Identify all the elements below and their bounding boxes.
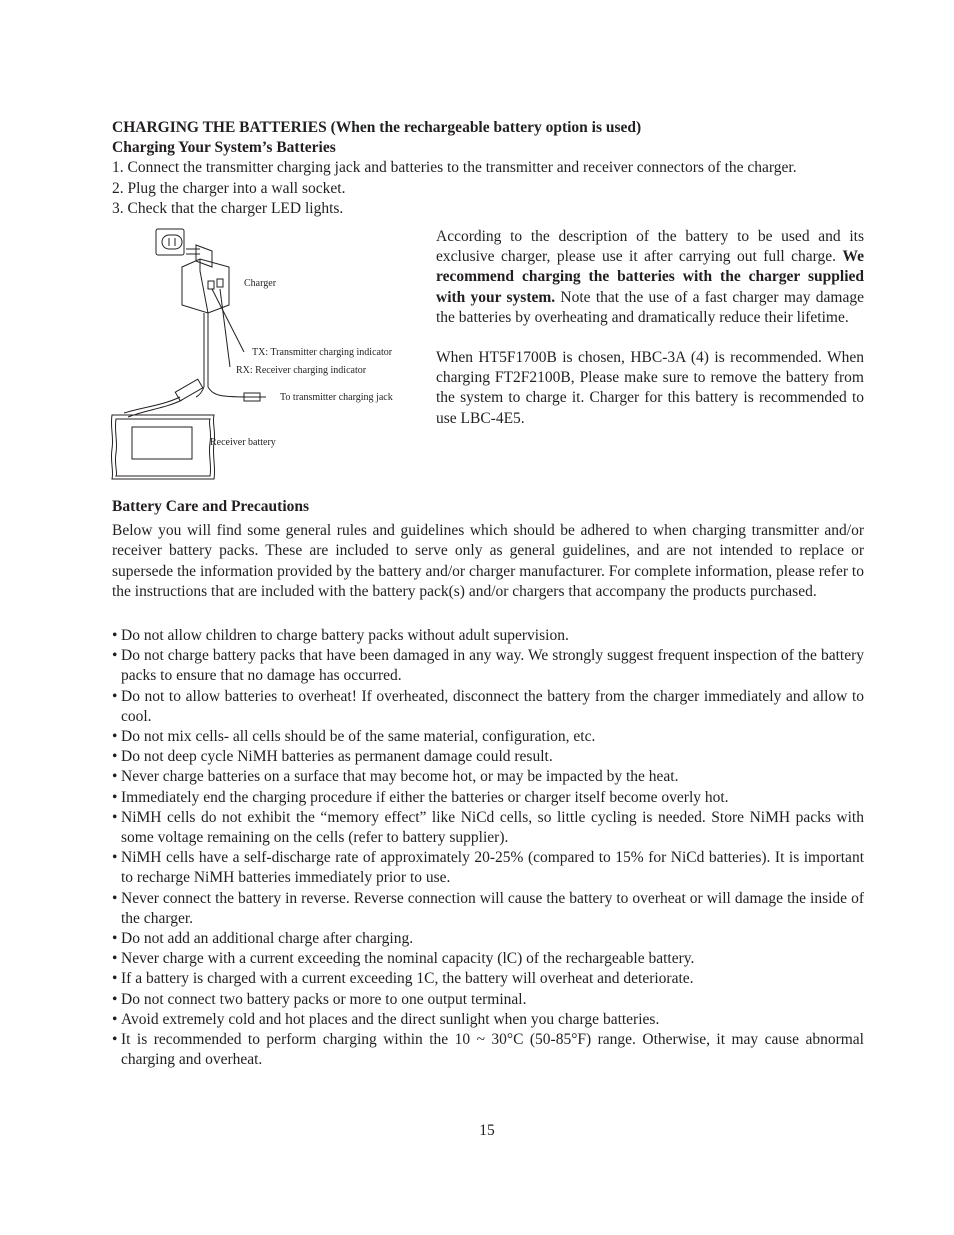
manual-page <box>112 118 864 1071</box>
charger-diagram <box>104 227 424 489</box>
list-item <box>112 687 864 727</box>
receiver-battery-label: Receiver battery <box>210 437 276 449</box>
care-intro: Below you will find some general rules and guidelines which should be adhered to when charging transmitter and/or receiver battery packs. These are included to serve only as general guidelines, and are not intended to replace or supersede the information provided by the battery and/or charger manufacturer. For complete information, please refer to the instructions that are included with the battery pack(s) and/or chargers that accompany the products purchased. <box>112 522 864 600</box>
list-item-text: NiMH cells do not exhibit the “memory effect” like NiCd cells, so little cycling is needed. Store NiMH packs with some voltage remaining on the cells (refer to battery supplier). <box>121 808 864 847</box>
step-3: 3. Check that the charger LED lights. <box>112 199 344 217</box>
list-item <box>112 808 864 848</box>
tx-indicator-label: TX: Transmitter charging indicator <box>252 347 393 359</box>
wall-socket-icon <box>156 229 184 255</box>
list-item <box>112 889 864 929</box>
bullet-icon: • <box>112 1010 118 1028</box>
bullet-icon: • <box>112 990 118 1008</box>
list-item-text: Do not charge battery packs that have been damaged in any way. We strongly suggest frequent inspection of the battery packs to ensure that no damage has occurred. <box>121 647 864 685</box>
list-item-text: Do not deep cycle NiMH batteries as permanent damage could result. <box>121 748 553 766</box>
list-item-text: Do not to allow batteries to overheat! If overheated, disconnect the battery from the charger immediately and allow to cool. <box>121 687 864 725</box>
list-item <box>112 626 864 646</box>
list-item-text: If a battery is charged with a current exceeding 1C, the battery will overheat and deteriorate. <box>121 970 694 988</box>
list-item-text: Never charge with a current exceeding the nominal capacity (lC) of the rechargeable battery. <box>121 950 695 968</box>
list-item-text: Do not connect two battery packs or more to one output terminal. <box>121 990 527 1008</box>
figure-row <box>112 227 864 497</box>
list-item <box>112 727 864 747</box>
bullet-icon: • <box>112 687 118 705</box>
section-title: CHARGING THE BATTERIES (When the rechargeable battery option is used) <box>112 119 642 136</box>
charging-steps <box>112 158 864 219</box>
step-2: 2. Plug the charger into a wall socket. <box>112 179 346 197</box>
list-item-text: Immediately end the charging procedure if either the batteries or charger itself become overly hot. <box>121 788 729 806</box>
receiver-battery-icon <box>111 415 214 479</box>
list-item-text: Avoid extremely cold and hot places and the direct sunlight when you charge batteries. <box>121 1010 660 1028</box>
bullet-icon: • <box>112 627 118 645</box>
list-item-text: Do not add an additional charge after charging. <box>121 930 414 948</box>
list-item <box>112 788 864 808</box>
side-paragraph-2: When HT5F1700B is chosen, HBC-3A (4) is recommended. When charging FT2F2100B, Please make sure to remove the battery from the system to charge it. Charger for this battery is recommended to use LBC-4E5. <box>436 349 864 427</box>
care-title: Battery Care and Precautions <box>112 498 310 516</box>
tx-jack-label: To transmitter charging jack <box>280 392 393 404</box>
list-item <box>112 969 864 989</box>
list-item <box>112 646 864 686</box>
bullet-icon: • <box>112 647 118 665</box>
bullet-icon: • <box>112 1031 118 1049</box>
list-item <box>112 767 864 787</box>
page-number: 15 <box>479 1122 495 1139</box>
list-item-text: Do not mix cells- all cells should be of the same material, configuration, etc. <box>121 728 596 746</box>
rx-indicator-label: RX: Receiver charging indicator <box>236 365 367 377</box>
bullet-icon: • <box>112 808 118 826</box>
list-item <box>112 990 864 1010</box>
bullet-icon: • <box>112 768 118 786</box>
bullet-icon: • <box>112 849 118 867</box>
list-item-text: Never connect the battery in reverse. Reverse connection will cause the battery to overheat or will damage the inside of the charger. <box>121 889 864 927</box>
list-item <box>112 929 864 949</box>
side-paragraph-1 <box>436 227 864 328</box>
list-item <box>112 747 864 767</box>
step-1: 1. Connect the transmitter charging jack and batteries to the transmitter and receiver connectors of the charger. <box>112 159 797 177</box>
bullet-icon: • <box>112 788 118 806</box>
list-item-text: Do not allow children to charge battery packs without adult supervision. <box>121 627 569 645</box>
list-item <box>112 1030 864 1070</box>
subsection-title: Charging Your System’s Batteries <box>112 139 336 157</box>
bullet-icon: • <box>112 950 118 968</box>
side-p1-end: Note that the use of a fast charger may damage the batteries by overheating and dramatically reduce their lifetime. <box>436 288 864 326</box>
list-item <box>112 1010 864 1030</box>
bullet-icon: • <box>112 728 118 746</box>
bullet-icon: • <box>112 748 118 766</box>
precautions-list <box>112 626 864 1070</box>
bullet-icon: • <box>112 970 118 988</box>
bullet-icon: • <box>112 930 118 948</box>
battery-connector-icon <box>124 379 203 417</box>
charger-label: Charger <box>244 278 277 290</box>
side-p1-start: According to the description of the battery to be used and its exclusive charger, please use it after carrying out full charge. <box>436 228 864 266</box>
list-item-text: Never charge batteries on a surface that may become hot, or may be impacted by the heat. <box>121 768 679 786</box>
side-text <box>436 227 864 429</box>
list-item-text: NiMH cells have a self-discharge rate of approximately 20-25% (compared to 15% for NiCd batteries). It is important to recharge NiMH batteries immediately prior to use. <box>121 849 864 887</box>
list-item <box>112 949 864 969</box>
side-p1-bold: We recommend charging the batteries with the charger supplied with your system. <box>436 248 865 306</box>
list-item-text: It is recommended to perform charging within the 10 ~ 30°C (50-85°F) range. Otherwise, it may cause abnormal charging and overheat. <box>121 1031 864 1069</box>
bullet-icon: • <box>112 889 118 907</box>
list-item <box>112 848 864 888</box>
